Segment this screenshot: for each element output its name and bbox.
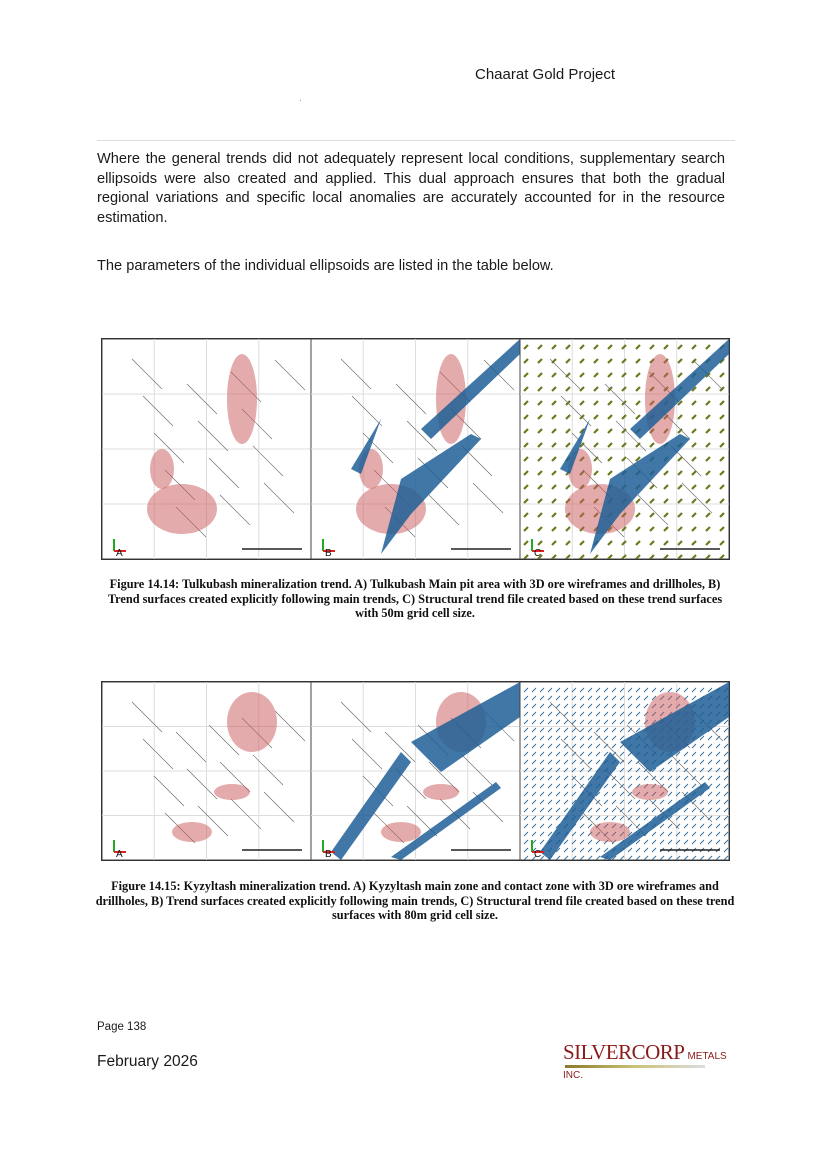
ore-wireframe	[590, 822, 630, 842]
ore-wireframe	[150, 449, 174, 489]
page-number: Page 138	[97, 1021, 147, 1033]
silvercorp-logo: SILVERCORP METALS INC.	[563, 1040, 727, 1081]
ore-wireframe	[632, 784, 668, 800]
ore-wireframe	[381, 822, 421, 842]
panel-label: B	[325, 849, 332, 860]
body-paragraph: Where the general trends did not adequately represent local conditions, supplementary search ellipsoids were also created and applied. This dual approach ensures that both the gradual regional variations and specific local anomalies are accurately accounted for in the resource estimation.	[97, 151, 725, 226]
footer-date: February 2026	[97, 1053, 198, 1070]
body-paragraph: The parameters of the individual ellipsoids are listed in the table below.	[97, 258, 554, 274]
ore-wireframe	[227, 354, 257, 444]
figure-14-15-panels	[102, 682, 729, 860]
running-header: Chaarat Gold Project	[475, 66, 616, 83]
panel-label: C	[534, 548, 542, 559]
stray-mark	[300, 100, 301, 101]
header-divider	[97, 140, 735, 141]
figure-caption: Figure 14.15: Kyzyltash mineralization trend. A) Kyzyltash main zone and contact zone with 3D ore wireframes and drillholes, B) Trend surfaces created explicitly following main trends, C) Structural trend file created based on these trend surfaces with 80m grid cell size.	[95, 879, 735, 922]
panel-label: C	[534, 849, 542, 860]
panel-label: B	[325, 548, 332, 559]
ore-wireframe	[172, 822, 212, 842]
figure-14-14-image	[101, 338, 730, 560]
ore-wireframe	[147, 484, 217, 534]
figure-14-14-panels	[102, 339, 729, 559]
ore-wireframe	[423, 784, 459, 800]
panel-label: A	[116, 849, 123, 860]
ore-wireframe	[214, 784, 250, 800]
panel-label: A	[116, 548, 123, 559]
figure-caption: Figure 14.14: Tulkubash mineralization trend. A) Tulkubash Main pit area with 3D ore wireframes and drillholes, B) Trend surfaces created explicitly following main trends, C) Structural trend file created based on these trend surfaces with 50m grid cell size.	[107, 577, 723, 620]
ore-wireframe	[227, 692, 277, 752]
figure-14-15-image	[101, 681, 730, 861]
